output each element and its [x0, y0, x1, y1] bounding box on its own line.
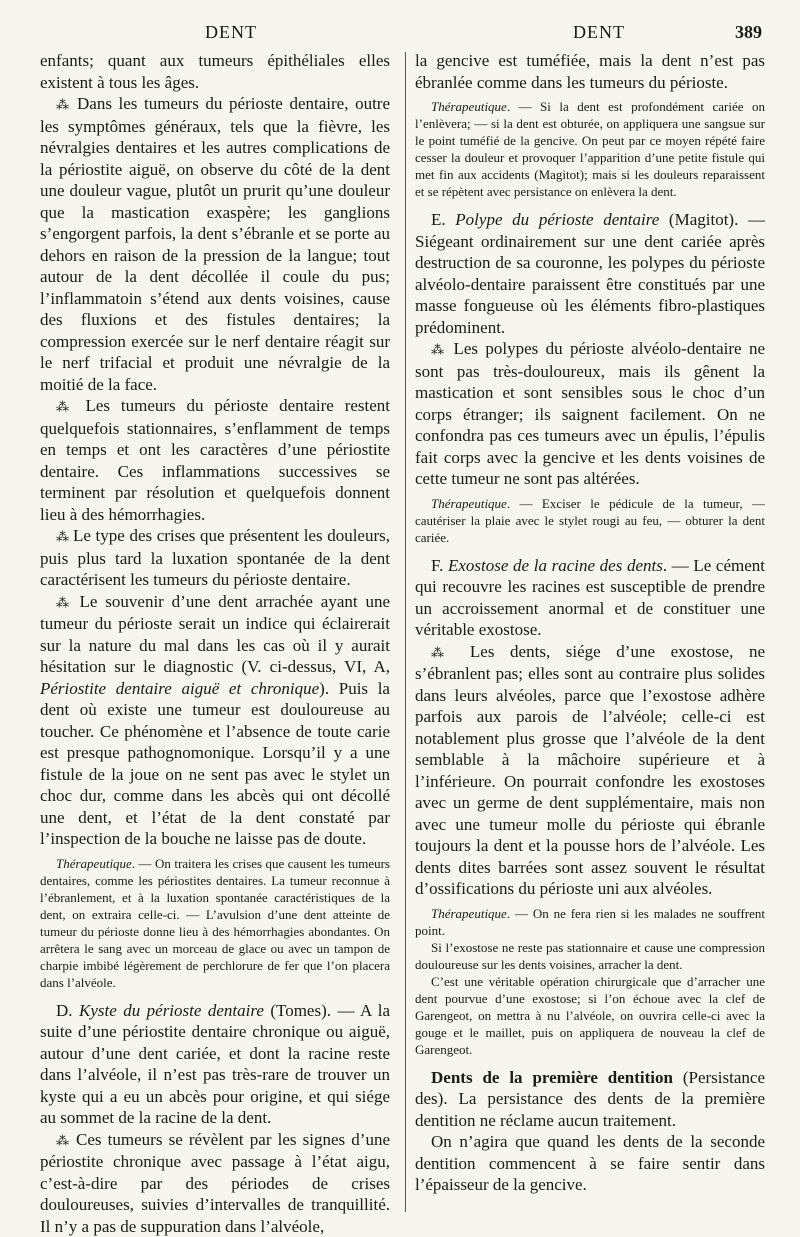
paragraph: On n’agira que quand les dents de la seconde dentition commencent à se faire sentir dans l’épaisseur de la gencive.	[415, 1131, 765, 1196]
therapeutique-note: Thérapeutique. — On ne fera rien si les malades ne souffrent point.	[415, 905, 765, 939]
header-left-title: DENT	[205, 22, 257, 43]
paragraph: enfants; quant aux tumeurs épithéliales elles existent à tous les âges.	[40, 50, 390, 93]
left-column	[40, 50, 390, 1237]
entry-dents-premiere-dentition: Dents de la première dentition (Persistance des). La persistance des dents de la première dentition ne réclame aucun traitement.	[415, 1067, 765, 1132]
paragraph: la gencive est tuméfiée, mais la dent n’est pas ébranlée comme dans les tumeurs du périoste.	[415, 50, 765, 93]
page-number: 389	[735, 22, 762, 43]
running-header	[0, 22, 800, 48]
paragraph: ⁂ Le type des crises que présentent les douleurs, puis plus tard la luxation spontanée de la dent caractérisent les tumeurs du périoste dentaire.	[40, 525, 390, 591]
section-kyste: D. Kyste du périoste dentaire (Tomes). — A la suite d’une périostite dentaire chronique ou aiguë, autour d’une dent cariée, et dont la racine reste dans l’alvéole, il n’est pas très-rare de trouver un kyste qui a eu un abcès pour origine, et qui siége au sommet de la racine de la dent.	[40, 1000, 390, 1129]
section-polype: E. Polype du périoste dentaire (Magitot). — Siégeant ordinairement sur une dent cariée après destruction de sa couronne, les polypes du périoste alvéolo-dentaire paraissent être constitués par une masse fongueuse où les éléments fibro-plastiques prédominent.	[415, 209, 765, 338]
therapeutique-note: Thérapeutique. — Exciser le pédicule de la tumeur, — cautériser la plaie avec le stylet rougi au feu, — obturer la dent cariée.	[415, 495, 765, 546]
section-exostose: F. Exostose de la racine des dents. — Le cément qui recouvre les racines est susceptible de prendre un accroissement anormal et de constituer une véritable exostose.	[415, 555, 765, 641]
header-right-title: DENT	[573, 22, 625, 43]
paragraph: ⁂ Les dents, siége d’une exostose, ne s’ébranlent pas; elles sont au contraire plus solides dans leurs alvéoles, parce que l’exostose adhère parfois aux parois de l’alvéole; celle-ci est notablement plus grosse que l’alvéole de la dent semblable à la mâchoire supérieure et à l’inférieure. On pourrait confondre les exostoses avec un germe de dent supplémentaire, mais non avec une tumeur molle du périoste qui ébranle toujours la dent et la pousse hors de l’alvéole. Les dents dites barrées sont assez souvent le résultat d’ossifications du périoste uni aux alvéoles.	[415, 641, 765, 900]
small-paragraph: C’est une véritable opération chirurgicale que d’arracher une dent pourvue d’une exostose; si l’on échoue avec la clef de Garengeot, on mettra à nu l’alvéole, on ouvrira celle-ci avec la gouge et le maillet, puis on appliquera de nouveau la clef de Garengeot.	[415, 973, 765, 1058]
paragraph: ⁂ Ces tumeurs se révèlent par les signes d’une périostite chronique avec passage à l’état aigu, c’est-à-dire par des périodes de crises douloureuses, suivies d’intervalles de tranquillité. Il n’y a pas de suppuration dans l’alvéole,	[40, 1129, 390, 1237]
right-column	[415, 50, 765, 1196]
therapeutique-note: Thérapeutique. — On traitera les crises que causent les tumeurs dentaires, comme les périostites dentaires. La tumeur reconnue à l’ébranlement, et à la luxation spontanée caractéristiques de la dent, on extraira celle-ci. — L’avulsion d’une dent atteinte de tumeur du périoste donne lieu à des hémorrhagies abondantes. On arrêtera le sang avec un morceau de glace ou avec un tampon de charpie imbibé légèrement de perchlorure de fer que l’on placera dans l’alvéole.	[40, 855, 390, 991]
column-divider	[405, 52, 406, 1212]
paragraph: ⁂ Le souvenir d’une dent arrachée ayant une tumeur du périoste serait un indice qui éclairerait sur la nature du mal dans les cas où il y aurait hésitation sur le diagnostic (V. ci-dessus, VI, A, Périostite dentaire aiguë et chronique). Puis la dent où existe une tumeur est douloureuse au toucher. Ce phénomène et l’absence de toute carie est presque pathognomonique. Lorsqu’il y a une fistule de la joue on ne sent pas avec le stylet un choc dur, comme dans les abcès qui ont décollé une dent, et l’état de la dent constaté par l’inspection de la bouche ne laisse pas de doute.	[40, 591, 390, 850]
paragraph: ⁂ Les polypes du périoste alvéolo-dentaire ne sont pas très-douloureux, mais ils gênent la mastication et sont sensibles sous le choc d’un corps étranger; ils saignent facilement. On ne confondra pas ces tumeurs avec un épulis, l’épulis fait corps avec la gencive et les dents voisines de cette tumeur ne sont pas altérées.	[415, 338, 765, 490]
paragraph: ⁂ Les tumeurs du périoste dentaire restent quelquefois stationnaires, s’enflamment de temps en temps et ont les caractères d’une périostite dentaire. Ces inflammations successives se terminent par résolution et quelquefois donnent lieu à des hémorrhagies.	[40, 395, 390, 525]
small-paragraph: Si l’exostose ne reste pas stationnaire et cause une compression douloureuse sur les dents voisines, arracher la dent.	[415, 939, 765, 973]
therapeutique-note: Thérapeutique. — Si la dent est profondément cariée on l’enlèvera; — si la dent est obturée, on appliquera une sangsue sur le point tuméfié de la gencive. On peut par ce moyen répété faire cesser la douleur et provoquer l’apparition d’une petite fistule qui met fin aux accidents (Magitot); mais si les douleurs reparaissent et se répètent avec persistance on enlèvera la dent.	[415, 98, 765, 200]
paragraph: ⁂ Dans les tumeurs du périoste dentaire, outre les symptômes généraux, tels que la fièvre, les névralgies dentaires et les autres complications de la périostite aiguë, on observe du côté de la dent une douleur vague, plutôt un prurit qu’une douleur que la mastication exaspère; les ganglions s’engorgent parfois, la dent s’ébranle et se porte au dehors en raison de la pression de la langue; tout autour de la dent décollée il coule du pus; l’inflammatoin s’étend aux dents voisines, cause des fluxions et des fistules dentaires; la compression exercée sur le nerf dentaire réagit sur le nerf trifacial et produit une névralgie de la moitié de la face.	[40, 93, 390, 395]
